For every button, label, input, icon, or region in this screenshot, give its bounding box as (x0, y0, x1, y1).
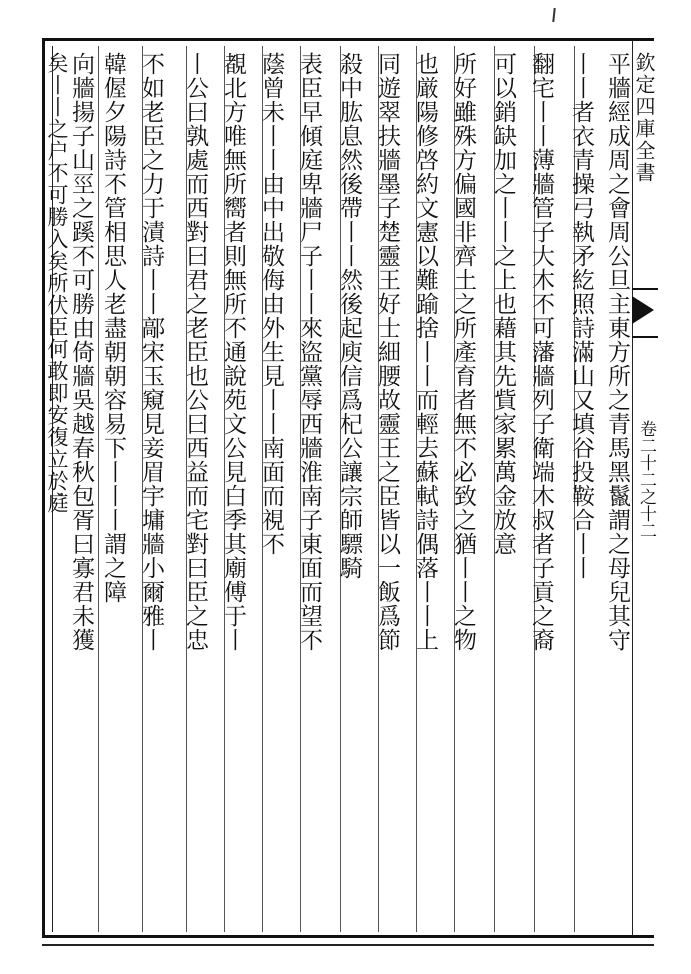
text-column-2: 丨丨者衣青操弓執矛紇照詩滿山又填谷投鞍合丨丨 (568, 52, 594, 580)
text-column-5: 所好雖殊方偏國非齊土之所產育者無不必致之猶丨丨之物 (450, 52, 476, 652)
text-column-14: 韓偓夕陽詩不管相思人老盡朝朝容易下丨丨丨謂之障 (100, 52, 126, 604)
volume-label: 卷二十二之十二 (636, 420, 656, 539)
text-column-6: 也厳陽修啓約文憲以難踰捨丨丨而輕去蘇軾詩偶落丨丨上 (412, 52, 438, 652)
text-column-9: 表臣早傾庭卑牆尸子丨丨來盜黨辱西牆淮南子東面而望不 (296, 52, 322, 652)
text-column-7: 同遊翠扶牆墨子楚靈王好士細腰故靈王之臣皆以一飯爲節 (374, 52, 400, 652)
text-column-16: 矣丨丨之户不可勝入矣所伏臣何敢即安復立於庭 (45, 52, 69, 514)
book-title: 欽定四庫全書 (632, 52, 656, 184)
text-column-3: 翻宅丨丨薄牆管子大木不可藩牆列子衛端木叔者子貢之裔 (528, 52, 554, 652)
text-column-11: 覩北方唯無所嚮者則無所不通說苑文公見白季其廟傅于丨 (220, 52, 246, 652)
text-column-4: 可以銷缺加之丨丨之上也藉其先貲家累萬金放意 (490, 52, 516, 556)
text-column-1: 平牆經成周之會周公旦主東方所之青馬黑鬣謂之母兒其守 (604, 52, 630, 652)
bottom-border-rule (42, 944, 654, 946)
text-column-13: 不如老臣之力于漬詩丨丨鄗宋玉窺見妾眉宇墉牆小爾雅丨 (138, 52, 164, 652)
text-column-12: 丨公曰孰處而西對曰君之老臣也公曰西益而宅對曰臣之忠 (182, 52, 208, 652)
text-column-10: 蔭曾未丨丨由中出敬侮由外生見丨丨南面而視不 (258, 52, 284, 556)
text-column-15: 向牆揚子山巠之蹊不可勝由倚牆吳越春秋包胥曰寡君未獲 (68, 52, 94, 652)
corner-tick-mark (552, 8, 555, 22)
text-column-8: 殺中肱息然後帶丨丨然後起庾信爲杞公讓宗師驃騎 (336, 52, 362, 580)
